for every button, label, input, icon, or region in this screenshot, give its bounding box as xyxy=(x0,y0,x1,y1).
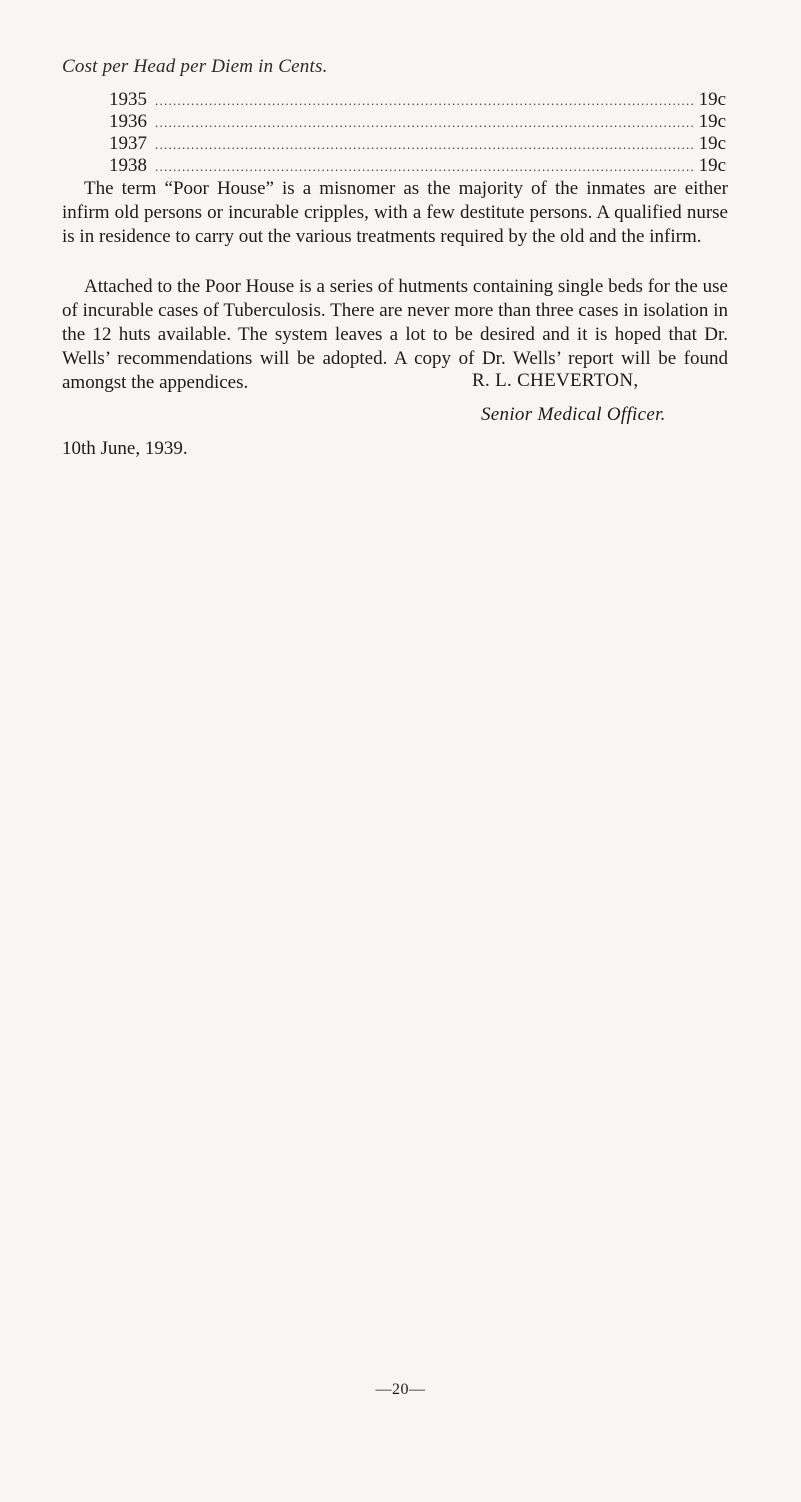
cost-value: 19c xyxy=(698,111,726,132)
cost-year: 1935 xyxy=(109,89,147,110)
dot-leader xyxy=(155,112,693,134)
cost-table-title: Cost per Head per Diem in Cents. xyxy=(62,56,328,77)
page-number: —20— xyxy=(375,1381,426,1398)
poor-house-paragraph: The term “Poor House” is a misnomer as the majority of the inmates are either infirm old persons or incurable cripples, with a few destitute persons. A qualified nurse is in residence to carry out the various treatments required by the old and the infirm. xyxy=(62,178,728,247)
document-date: 10th June, 1939. xyxy=(62,438,188,459)
cost-year: 1938 xyxy=(109,155,147,176)
cost-year: 1936 xyxy=(109,111,147,132)
dot-leader xyxy=(155,134,693,156)
cost-value: 19c xyxy=(698,155,726,176)
cost-row-1938 xyxy=(109,155,726,177)
cost-table xyxy=(109,89,726,177)
cost-row-1937 xyxy=(109,133,726,155)
cost-row-1935 xyxy=(109,89,726,111)
signature-name: R. L. CHEVERTON, xyxy=(472,370,639,391)
cost-value: 19c xyxy=(698,133,726,154)
cost-value: 19c xyxy=(698,89,726,110)
dot-leader xyxy=(155,156,693,178)
signature-title: Senior Medical Officer. xyxy=(481,404,666,425)
cost-row-1936 xyxy=(109,111,726,133)
dot-leader xyxy=(155,90,693,112)
cost-year: 1937 xyxy=(109,133,147,154)
hutments-paragraph: Attached to the Poor House is a series of hutments containing single beds for the use of incurable cases of Tuberculosis. There are never more than three cases in isolation in the 12 huts available. The system leaves a lot to be desired and it is hoped that Dr. Wells’ recommendations will be adopted. A copy of Dr. Wells’ report will be found amongst the appendices. xyxy=(62,276,728,393)
